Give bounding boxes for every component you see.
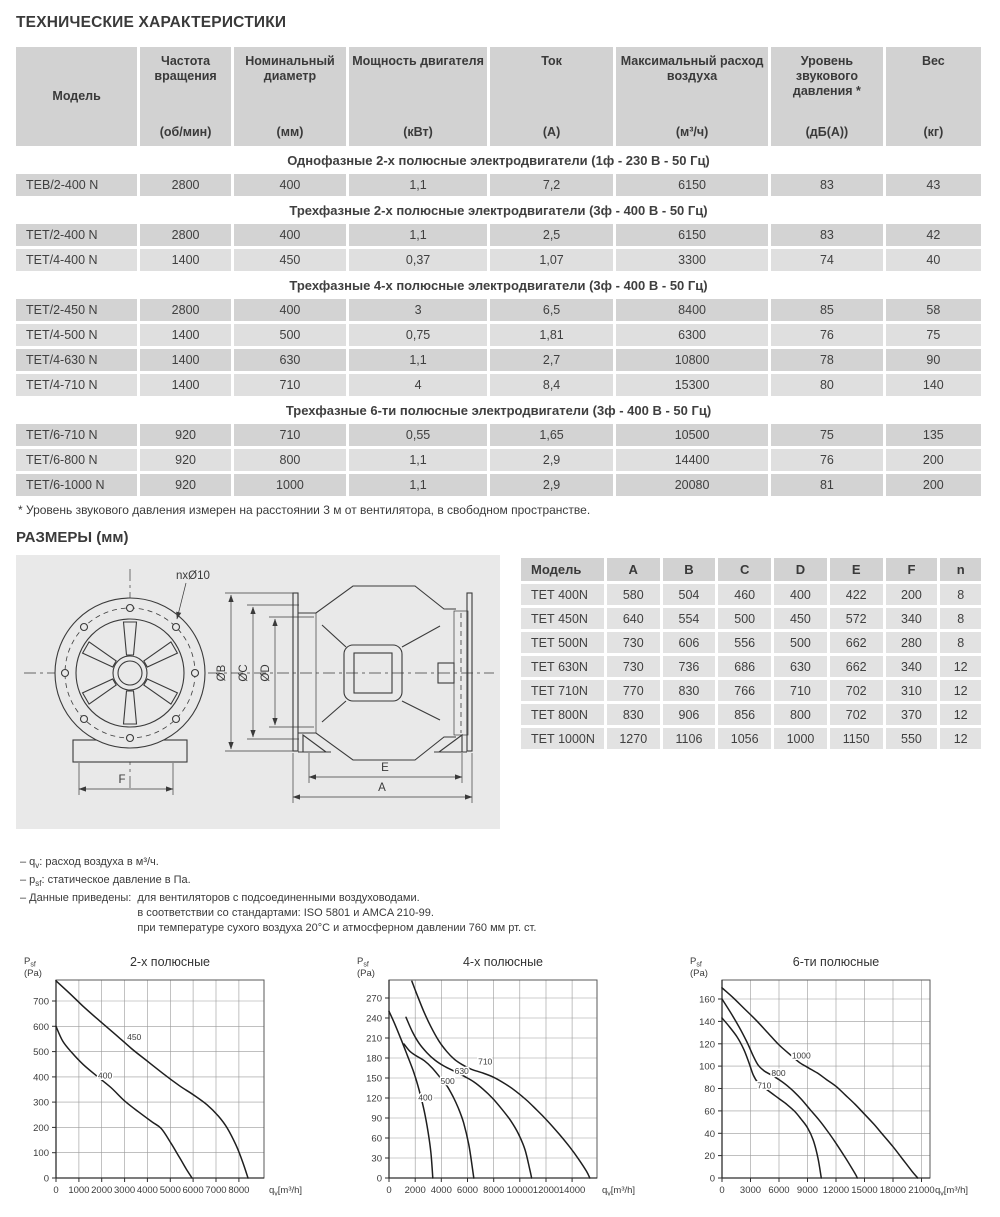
spec-value-cell: 2,9	[490, 449, 613, 471]
spec-value-cell: 0,55	[349, 424, 487, 446]
x-tick-label: 2000	[91, 1185, 113, 1197]
page-title: ТЕХНИЧЕСКИЕ ХАРАКТЕРИСТИКИ	[16, 14, 287, 31]
dims-value-cell: 702	[830, 704, 883, 725]
x-tick-label: 4000	[430, 1185, 452, 1197]
spec-value-cell: 8,4	[490, 374, 613, 396]
dims-value-cell: 856	[718, 704, 771, 725]
curve-label-630: 630	[454, 1066, 469, 1077]
spec-value-cell: 920	[140, 474, 231, 496]
dims-value-cell: 554	[663, 608, 716, 629]
dims-data-row	[521, 608, 981, 629]
spec-value-cell: 1400	[140, 349, 231, 371]
dims-value-cell: 200	[886, 584, 938, 605]
dims-data-row	[521, 584, 981, 605]
dim-e	[309, 753, 462, 783]
dims-model-cell: ТЕТ 710N	[521, 680, 604, 701]
spec-value-cell: 80	[771, 374, 883, 396]
x-tick-label: 2000	[404, 1185, 426, 1197]
dims-value-cell: 702	[830, 680, 883, 701]
spec-col-header: Максимальный расход воздуха (м³/ч)	[616, 47, 768, 146]
dims-value-cell: 770	[607, 680, 660, 701]
note-label: – Данные приведены:	[20, 892, 132, 905]
dims-value-cell: 906	[663, 704, 716, 725]
curve-label-400: 400	[98, 1070, 113, 1081]
y-tick-label: 60	[704, 1106, 715, 1118]
chart-svg	[16, 950, 342, 1212]
dims-value-cell: 500	[718, 608, 771, 629]
spec-section-row	[16, 199, 981, 221]
x-tick-label: 8000	[483, 1185, 505, 1197]
spec-model-cell: ТЕВ/2-400 N	[16, 174, 137, 196]
spec-value-cell: 1,1	[349, 174, 487, 196]
spec-value-cell: 43	[886, 174, 981, 196]
dims-model-cell: ТЕТ 1000N	[521, 728, 604, 749]
spec-section-row	[16, 149, 981, 171]
spec-data-row	[16, 474, 981, 496]
dims-model-cell: ТЕТ 500N	[521, 632, 604, 653]
spec-data-row	[16, 224, 981, 246]
dims-value-cell: 310	[886, 680, 938, 701]
dims-model-cell: ТЕТ 630N	[521, 656, 604, 677]
spec-value-cell: 1,1	[349, 449, 487, 471]
dims-data-row	[521, 632, 981, 653]
dims-model-cell: ТЕТ 450N	[521, 608, 604, 629]
x-tick-label: 8000	[228, 1185, 250, 1197]
dimensions-table-wrap	[518, 555, 984, 752]
spec-value-cell: 400	[234, 174, 346, 196]
y-axis-label: $P_{sf}$	[690, 956, 702, 969]
dims-value-cell: 504	[663, 584, 716, 605]
spec-value-cell: 0,37	[349, 249, 487, 271]
spec-value-cell: 710	[234, 374, 346, 396]
dims-value-cell: 830	[663, 680, 716, 701]
spec-value-cell: 0,75	[349, 324, 487, 346]
dim-diameters	[216, 593, 314, 751]
dimensional-drawing	[16, 555, 500, 829]
x-tick-label: 12000	[822, 1185, 850, 1197]
spec-value-cell: 85	[771, 299, 883, 321]
dim-f	[79, 763, 173, 795]
dims-col-header: C	[718, 558, 771, 581]
dims-value-cell: 8	[940, 608, 981, 629]
y-tick-label: 40	[704, 1129, 715, 1141]
y-tick-label: 140	[699, 1017, 715, 1029]
spec-section-title: Трехфазные 2-х полюсные электродвигатели (3ф - 400 В - 50 Гц)	[16, 199, 981, 221]
spec-value-cell: 7,2	[490, 174, 613, 196]
dims-value-cell: 710	[774, 680, 827, 701]
spec-value-cell: 2800	[140, 299, 231, 321]
spec-value-cell: 1400	[140, 249, 231, 271]
spec-data-row	[16, 449, 981, 471]
x-tick-label: 9000	[796, 1185, 819, 1197]
spec-value-cell: 6150	[616, 224, 768, 246]
x-tick-label: 21000	[908, 1185, 935, 1197]
spec-value-cell: 1,1	[349, 474, 487, 496]
spec-value-cell: 14400	[616, 449, 768, 471]
note-detail-line: в соответствии со стандартами: ISO 5801 и AMCA 210-99.	[137, 907, 434, 920]
curve-label-710: 710	[757, 1080, 772, 1091]
spec-value-cell: 10500	[616, 424, 768, 446]
spec-data-row	[16, 249, 981, 271]
curve-label-800: 800	[771, 1068, 786, 1079]
spec-data-row	[16, 349, 981, 371]
spec-value-cell: 2,7	[490, 349, 613, 371]
spec-value-cell: 83	[771, 224, 883, 246]
spec-value-cell: 400	[234, 299, 346, 321]
spec-value-cell: 2,9	[490, 474, 613, 496]
spec-data-row	[16, 374, 981, 396]
y-axis-unit: (Pa)	[24, 968, 42, 980]
dims-value-cell: 340	[886, 656, 938, 677]
spec-value-cell: 2,5	[490, 224, 613, 246]
dims-data-row	[521, 656, 981, 677]
chart-1	[16, 950, 349, 1217]
spec-section-title: Трехфазные 4-х полюсные электродвигатели (3ф - 400 В - 50 Гц)	[16, 274, 981, 296]
y-tick-label: 60	[371, 1133, 382, 1145]
dim-d-label: ØD	[260, 664, 272, 682]
spec-value-cell: 1,65	[490, 424, 613, 446]
spec-col-header: Ток (А)	[490, 47, 613, 146]
y-axis-unit: (Pa)	[357, 968, 375, 980]
spec-value-cell: 83	[771, 174, 883, 196]
dims-model-cell: ТЕТ 400N	[521, 584, 604, 605]
spec-data-row	[16, 174, 981, 196]
x-tick-label: 6000	[456, 1185, 479, 1197]
y-tick-label: 700	[33, 996, 49, 1008]
dims-col-header: F	[886, 558, 938, 581]
y-tick-label: 20	[704, 1151, 715, 1163]
spec-model-cell: ТЕТ/2-450 N	[16, 299, 137, 321]
dim-f-label: F	[118, 774, 126, 786]
spec-model-cell: ТЕТ/6-800 N	[16, 449, 137, 471]
curve-label-1000: 1000	[791, 1050, 811, 1061]
dimensions-title: РАЗМЕРЫ (мм)	[16, 529, 129, 546]
note-detail-line: при температуре сухого воздуха 20°С и атмосферном давлении 760 мм рт. ст.	[137, 922, 537, 935]
dims-value-cell: 730	[607, 632, 660, 653]
x-tick-label: 10000	[506, 1185, 534, 1197]
x-tick-label: 6000	[768, 1185, 790, 1197]
spec-value-cell: 81	[771, 474, 883, 496]
y-tick-label: 150	[366, 1073, 382, 1085]
spec-value-cell: 920	[140, 424, 231, 446]
spec-table	[13, 44, 984, 499]
x-tick-label: 1000	[68, 1185, 90, 1197]
spec-value-cell: 1,1	[349, 224, 487, 246]
spec-value-cell: 710	[234, 424, 346, 446]
spec-value-cell: 920	[140, 449, 231, 471]
y-tick-label: 200	[33, 1123, 49, 1135]
curve-label-450: 450	[127, 1032, 142, 1043]
spec-value-cell: 200	[886, 474, 981, 496]
spec-value-cell: 4	[349, 374, 487, 396]
note-label: – $q_v$: расход воздуха в м³/ч.	[20, 856, 159, 871]
spec-value-cell: 400	[234, 224, 346, 246]
chart-svg	[682, 950, 1000, 1212]
spec-col-header: Мощность двигателя (кВт)	[349, 47, 487, 146]
dims-value-cell: 606	[663, 632, 716, 653]
x-tick-label: 3000	[114, 1185, 136, 1197]
x-tick-label: 3000	[739, 1185, 762, 1197]
dims-value-cell: 1000	[774, 728, 827, 749]
y-tick-label: 160	[699, 994, 715, 1006]
spec-value-cell: 75	[771, 424, 883, 446]
spec-model-cell: ТЕТ/4-710 N	[16, 374, 137, 396]
spec-data-row	[16, 424, 981, 446]
x-tick-label: 0	[386, 1185, 392, 1197]
x-tick-label: 5000	[159, 1185, 181, 1197]
y-tick-label: 80	[704, 1084, 715, 1096]
dims-model-cell: ТЕТ 800N	[521, 704, 604, 725]
spec-value-cell: 450	[234, 249, 346, 271]
spec-model-cell: ТЕТ/2-400 N	[16, 224, 137, 246]
dims-value-cell: 686	[718, 656, 771, 677]
spec-value-cell: 1,81	[490, 324, 613, 346]
x-axis-label: $q_v[m^3/h]$	[602, 1185, 636, 1198]
dims-value-cell: 766	[718, 680, 771, 701]
chart-title: 6-ти полюсные	[792, 955, 880, 970]
dims-data-row	[521, 728, 981, 749]
y-tick-label: 0	[709, 1173, 715, 1185]
spec-value-cell: 135	[886, 424, 981, 446]
dim-a-label: A	[378, 782, 386, 794]
spec-value-cell: 140	[886, 374, 981, 396]
x-tick-label: 18000	[879, 1185, 907, 1197]
spec-value-cell: 3300	[616, 249, 768, 271]
dim-b-label: ØB	[216, 664, 228, 682]
spec-value-cell: 1400	[140, 374, 231, 396]
dims-header-row	[521, 558, 981, 581]
y-axis-label: $P_{sf}$	[357, 956, 369, 969]
dims-value-cell: 662	[830, 632, 883, 653]
curve-label-400: 400	[418, 1093, 433, 1104]
y-tick-label: 0	[43, 1173, 49, 1185]
y-tick-label: 240	[366, 1013, 382, 1025]
note-details	[137, 891, 536, 936]
spec-value-cell: 200	[886, 449, 981, 471]
spec-section-title: Однофазные 2-х полюсные электродвигатели (1ф - 230 В - 50 Гц)	[16, 149, 981, 171]
y-tick-label: 180	[366, 1053, 382, 1065]
dims-value-cell: 1270	[607, 728, 660, 749]
x-tick-label: 14000	[558, 1185, 586, 1197]
y-tick-label: 270	[366, 993, 382, 1005]
dims-value-cell: 572	[830, 608, 883, 629]
spec-section-row	[16, 399, 981, 421]
dims-value-cell: 370	[886, 704, 938, 725]
notes	[20, 855, 984, 936]
note-line	[20, 891, 984, 936]
spec-value-cell: 6150	[616, 174, 768, 196]
dims-value-cell: 730	[607, 656, 660, 677]
x-tick-label: 0	[719, 1185, 725, 1197]
spec-value-cell: 630	[234, 349, 346, 371]
spec-value-cell: 1400	[140, 324, 231, 346]
spec-data-row	[16, 324, 981, 346]
spec-value-cell: 15300	[616, 374, 768, 396]
spec-model-cell: ТЕТ/4-630 N	[16, 349, 137, 371]
y-tick-label: 120	[699, 1039, 715, 1051]
spec-value-cell: 6300	[616, 324, 768, 346]
x-tick-label: 12000	[532, 1185, 560, 1197]
y-tick-label: 300	[33, 1097, 49, 1109]
performance-charts	[16, 950, 984, 1217]
spec-value-cell: 1000	[234, 474, 346, 496]
spec-section-title: Трехфазные 6-ти полюсные электродвигатели (3ф - 400 В - 50 Гц)	[16, 399, 981, 421]
spec-value-cell: 8400	[616, 299, 768, 321]
x-tick-label: 6000	[182, 1185, 204, 1197]
curve-label-500: 500	[440, 1076, 455, 1087]
dims-value-cell: 12	[940, 704, 981, 725]
curve-710	[412, 982, 590, 1179]
y-axis-label: $P_{sf}$	[24, 956, 36, 969]
dims-value-cell: 1150	[830, 728, 883, 749]
dims-value-cell: 640	[607, 608, 660, 629]
dims-value-cell: 422	[830, 584, 883, 605]
dims-value-cell: 1106	[663, 728, 716, 749]
dims-col-header: B	[663, 558, 716, 581]
dims-data-row	[521, 680, 981, 701]
note-line	[20, 873, 984, 891]
spec-col-header: Уровень звукового давления * (дБ(А))	[771, 47, 883, 146]
spec-value-cell: 3	[349, 299, 487, 321]
bolt-note-leader	[177, 583, 186, 619]
y-tick-label: 0	[376, 1173, 382, 1185]
spec-value-cell: 6,5	[490, 299, 613, 321]
dims-value-cell: 1056	[718, 728, 771, 749]
y-tick-label: 210	[366, 1033, 382, 1045]
dims-value-cell: 8	[940, 632, 981, 653]
dims-col-header: Модель	[521, 558, 604, 581]
spec-value-cell: 2800	[140, 224, 231, 246]
dims-value-cell: 12	[940, 728, 981, 749]
spec-value-cell: 78	[771, 349, 883, 371]
y-tick-label: 90	[371, 1113, 382, 1125]
dims-value-cell: 830	[607, 704, 660, 725]
dims-value-cell: 580	[607, 584, 660, 605]
dims-value-cell: 12	[940, 680, 981, 701]
y-tick-label: 120	[366, 1093, 382, 1105]
spec-model-cell: ТЕТ/4-400 N	[16, 249, 137, 271]
spec-value-cell: 1,07	[490, 249, 613, 271]
note-detail-line: для вентиляторов с подсоединенными воздуховодами.	[137, 892, 420, 905]
y-axis-unit: (Pa)	[690, 968, 708, 980]
spec-col-header: Номинальный диаметр (мм)	[234, 47, 346, 146]
spec-col-header: Частота вращения (об/мин)	[140, 47, 231, 146]
chart-svg	[349, 950, 675, 1212]
dims-value-cell: 800	[774, 704, 827, 725]
dims-value-cell: 340	[886, 608, 938, 629]
dims-value-cell: 450	[774, 608, 827, 629]
dims-value-cell: 550	[886, 728, 938, 749]
dims-value-cell: 556	[718, 632, 771, 653]
y-tick-label: 400	[33, 1072, 49, 1084]
curve-710	[722, 1018, 821, 1178]
curve-450	[56, 981, 248, 1178]
x-tick-label: 0	[53, 1185, 59, 1197]
note-line	[20, 855, 984, 873]
spec-value-cell: 500	[234, 324, 346, 346]
x-tick-label: 15000	[851, 1185, 878, 1197]
dims-value-cell: 8	[940, 584, 981, 605]
y-tick-label: 30	[371, 1153, 382, 1165]
y-tick-label: 500	[33, 1047, 49, 1059]
dims-value-cell: 662	[830, 656, 883, 677]
dims-value-cell: 736	[663, 656, 716, 677]
spec-col-header: Модель	[16, 47, 137, 146]
chart-2	[349, 950, 682, 1217]
dims-value-cell: 500	[774, 632, 827, 653]
chart-title: 4-х полюсные	[462, 955, 544, 970]
spec-value-cell: 75	[886, 324, 981, 346]
spec-value-cell: 42	[886, 224, 981, 246]
curve-1000	[722, 988, 918, 1178]
x-tick-label: 4000	[136, 1185, 158, 1197]
spec-value-cell: 76	[771, 324, 883, 346]
spec-value-cell: 1,1	[349, 349, 487, 371]
spec-footnote: * Уровень звукового давления измерен на расстоянии 3 м от вентилятора, в свободном пространстве.	[18, 503, 591, 517]
spec-value-cell: 76	[771, 449, 883, 471]
fan-front-view	[55, 598, 205, 762]
dims-col-header: E	[830, 558, 883, 581]
x-tick-label: 7000	[205, 1185, 227, 1197]
dims-col-header: D	[774, 558, 827, 581]
x-axis-label: $q_v[m^3/h]$	[935, 1185, 969, 1198]
curve-label-710: 710	[478, 1057, 493, 1068]
x-axis-label: $q_v[m^3/h]$	[269, 1185, 303, 1198]
dimensions-section	[16, 555, 984, 829]
dims-value-cell: 280	[886, 632, 938, 653]
spec-value-cell: 10800	[616, 349, 768, 371]
chart-3	[682, 950, 1000, 1217]
spec-model-cell: ТЕТ/6-1000 N	[16, 474, 137, 496]
spec-data-row	[16, 299, 981, 321]
dim-e-label: E	[381, 762, 389, 774]
spec-header-row	[16, 47, 981, 146]
spec-value-cell: 40	[886, 249, 981, 271]
dims-value-cell: 460	[718, 584, 771, 605]
spec-section-row	[16, 274, 981, 296]
dims-col-header: n	[940, 558, 981, 581]
spec-value-cell: 20080	[616, 474, 768, 496]
dim-c-label: ØC	[238, 664, 250, 682]
y-tick-label: 100	[699, 1061, 715, 1073]
dims-value-cell: 400	[774, 584, 827, 605]
dims-value-cell: 630	[774, 656, 827, 677]
spec-col-header: Вес (кг)	[886, 47, 981, 146]
spec-value-cell: 58	[886, 299, 981, 321]
note-label: – $p_{sf}$: статическое давление в Па.	[20, 874, 191, 889]
spec-model-cell: ТЕТ/4-500 N	[16, 324, 137, 346]
spec-value-cell: 90	[886, 349, 981, 371]
chart-title: 2-х полюсные	[129, 955, 211, 970]
dimensions-table	[518, 555, 984, 752]
spec-model-cell: ТЕТ/6-710 N	[16, 424, 137, 446]
dims-col-header: A	[607, 558, 660, 581]
spec-value-cell: 74	[771, 249, 883, 271]
spec-value-cell: 800	[234, 449, 346, 471]
spec-value-cell: 2800	[140, 174, 231, 196]
bolt-holes-label: nxØ10	[176, 570, 210, 582]
y-tick-label: 100	[33, 1148, 49, 1160]
y-tick-label: 600	[33, 1022, 49, 1034]
dims-value-cell: 12	[940, 656, 981, 677]
dims-data-row	[521, 704, 981, 725]
